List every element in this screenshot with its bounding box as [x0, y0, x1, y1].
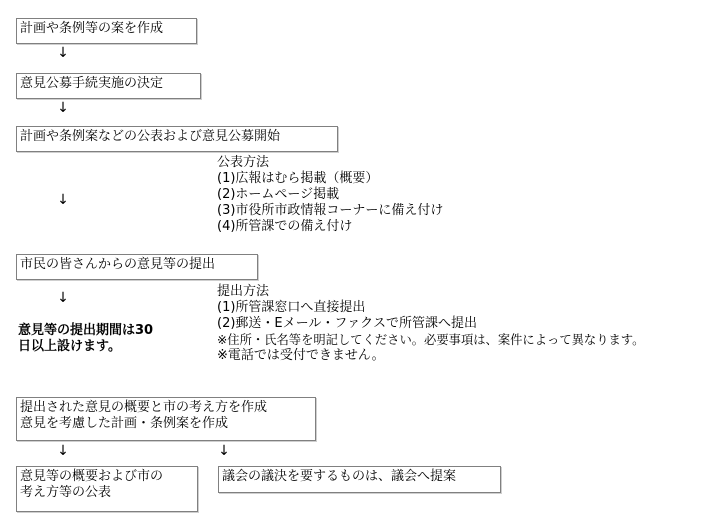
- step-publish-and-open-label: 計画や条例案などの公表および意見公募開始: [20, 129, 281, 144]
- submit-method-item: ※電話では受付できません。: [217, 348, 385, 363]
- publish-method-item: (3)市役所市政情報コーナーに備え付け: [217, 203, 444, 218]
- step-publish-summary-line: 意見等の概要および市の: [20, 469, 164, 484]
- step-citizen-submission-box: [16, 254, 258, 280]
- step-citizen-submission-label: 市民の皆さんからの意見等の提出: [20, 257, 216, 272]
- publish-method-block: [217, 155, 443, 235]
- step-publish-summary-box: [16, 466, 198, 512]
- step-create-draft-box: [16, 18, 197, 44]
- step-create-draft-label: 計画や条例等の案を作成: [20, 21, 164, 36]
- publish-method-item: (1)広報はむら掲載（概要）: [217, 171, 379, 186]
- submission-period-line: 意見等の提出期間は30: [18, 323, 154, 338]
- publish-method-heading: 公表方法: [217, 155, 270, 170]
- step-summarize-opinions-box: [16, 397, 316, 441]
- down-arrow-6: ↓: [218, 443, 230, 459]
- step-council-proposal-box: [218, 466, 501, 493]
- down-arrow-4: ↓: [57, 290, 69, 306]
- down-arrow-3: ↓: [57, 192, 69, 208]
- publish-method-item: (2)ホームページ掲載: [217, 187, 340, 202]
- step-summarize-opinions-line: 意見を考慮した計画・条例案を作成: [20, 416, 229, 431]
- step-summarize-opinions-line: 提出された意見の概要と市の考え方を作成: [20, 400, 268, 415]
- submit-method-heading: 提出方法: [217, 284, 270, 299]
- step-decide-procedure-label: 意見公募手続実施の決定: [20, 76, 164, 91]
- submit-method-block: [217, 284, 644, 364]
- submission-period-line: 日以上設けます。: [18, 339, 121, 354]
- submit-method-item: (2)郵送・Eメール・ファクスで所管課へ提出: [217, 316, 477, 331]
- submit-method-item: (1)所管課窓口へ直接提出: [217, 300, 366, 315]
- down-arrow-5: ↓: [57, 443, 69, 459]
- submit-method-item: ※住所・氏名等を明記してください。必要事項は、案件によって異なります。: [217, 333, 645, 347]
- publish-method-item: (4)所管課での備え付け: [217, 219, 353, 234]
- step-decide-procedure-box: [16, 73, 201, 99]
- submission-period-note: [18, 323, 153, 355]
- step-publish-summary-line: 考え方等の公表: [20, 485, 112, 500]
- step-council-proposal-label: 議会の議決を要するものは、議会へ提案: [222, 469, 457, 484]
- down-arrow-2: ↓: [57, 100, 69, 116]
- step-publish-and-open-box: [16, 126, 338, 152]
- down-arrow-1: ↓: [57, 45, 69, 61]
